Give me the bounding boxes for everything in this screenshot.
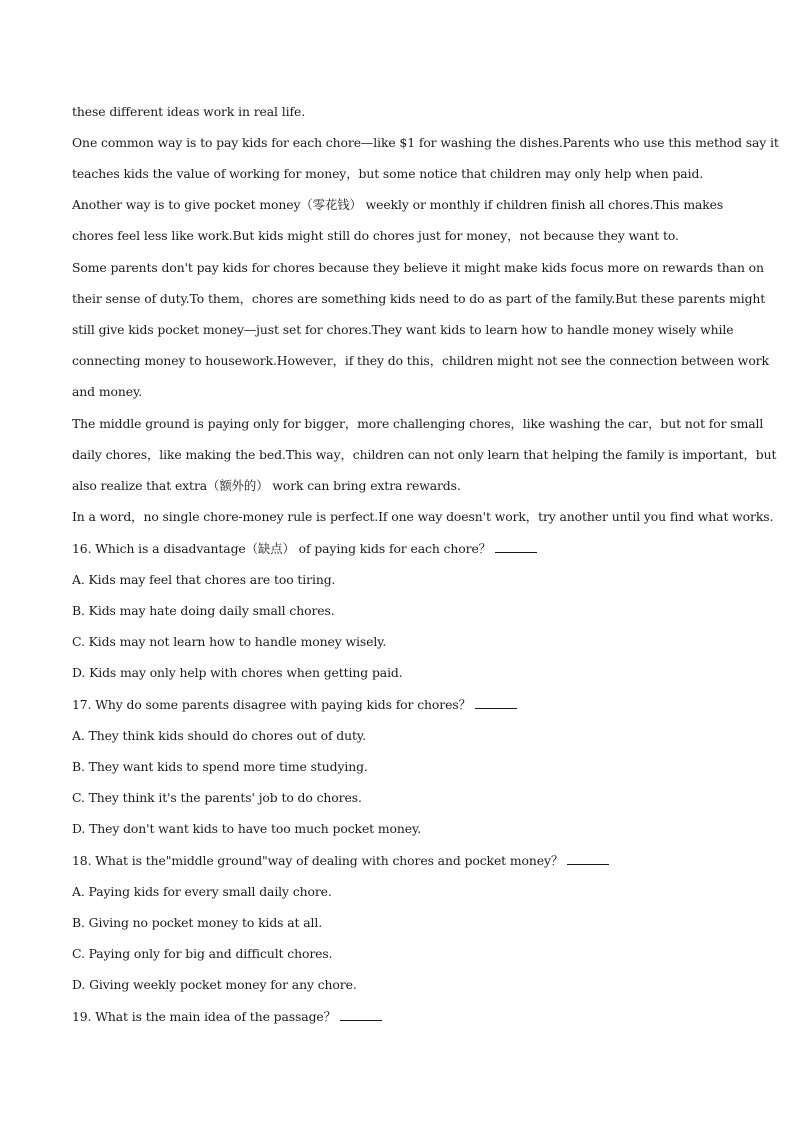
passage-line: Another way is to give pocket money（零花钱） weekly or monthly if children finish all chores.This makes bbox=[72, 197, 724, 212]
passage-line: chores feel less like work.But kids might still do chores just for money，not because they want to. bbox=[72, 228, 679, 243]
question-option: D. They don't want kids to have too much pocket money. bbox=[72, 821, 422, 836]
passage-line: and money. bbox=[72, 384, 143, 399]
question-option: A. Paying kids for every small daily chore. bbox=[72, 884, 332, 899]
passage-line: One common way is to pay kids for each chore—like $1 for washing the dishes.Parents who use this method say it bbox=[72, 135, 779, 150]
question-option: C. Paying only for big and difficult chores. bbox=[72, 946, 333, 961]
passage-line: also realize that extra（额外的） work can bring extra rewards. bbox=[72, 478, 461, 493]
passage-line: their sense of duty.To them，chores are something kids need to do as part of the family.But these parents might bbox=[72, 291, 766, 306]
passage-line: daily chores，like making the bed.This way，children can not only learn that helping the family is important，but bbox=[72, 447, 777, 462]
passage-line: In a word，no single chore-money rule is perfect.If one way doesn't work，try another until you find what works. bbox=[72, 509, 774, 524]
question-option: B. They want kids to spend more time studying. bbox=[72, 759, 368, 774]
passage-line: The middle ground is paying only for bigger，more challenging chores，like washing the car，but not for small bbox=[72, 416, 764, 431]
passage-line: teaches kids the value of working for money，but some notice that children may only help when paid. bbox=[72, 166, 704, 181]
question-option: B. Kids may hate doing daily small chores. bbox=[72, 603, 335, 618]
answer-blank[interactable] bbox=[567, 852, 609, 865]
question-option: C. Kids may not learn how to handle money wisely. bbox=[72, 634, 387, 649]
question-option: D. Kids may only help with chores when getting paid. bbox=[72, 665, 403, 680]
question-option: C. They think it's the parents' job to do chores. bbox=[72, 790, 362, 805]
answer-blank[interactable] bbox=[340, 1008, 382, 1021]
question-option: D. Giving weekly pocket money for any chore. bbox=[72, 977, 357, 992]
passage-line: still give kids pocket money—just set for chores.They want kids to learn how to handle money wisely while bbox=[72, 322, 734, 337]
answer-blank[interactable] bbox=[475, 696, 517, 709]
question-stem: 17. Why do some parents disagree with paying kids for chores？ bbox=[72, 696, 517, 713]
question-option: B. Giving no pocket money to kids at all. bbox=[72, 915, 323, 930]
answer-blank[interactable] bbox=[495, 540, 537, 553]
passage-line: these different ideas work in real life. bbox=[72, 104, 306, 119]
passage-line: Some parents don't pay kids for chores because they believe it might make kids focus more on rewards than on bbox=[72, 260, 764, 275]
question-stem: 19. What is the main idea of the passage？ bbox=[72, 1008, 382, 1025]
question-option: A. They think kids should do chores out of duty. bbox=[72, 728, 366, 743]
question-option: A. Kids may feel that chores are too tiring. bbox=[72, 572, 336, 587]
question-stem: 18. What is the"middle ground"way of dealing with chores and pocket money？ bbox=[72, 852, 609, 869]
passage-line: connecting money to housework.However，if they do this，children might not see the connection between work bbox=[72, 353, 769, 368]
question-stem: 16. Which is a disadvantage（缺点） of paying kids for each chore？ bbox=[72, 540, 537, 557]
